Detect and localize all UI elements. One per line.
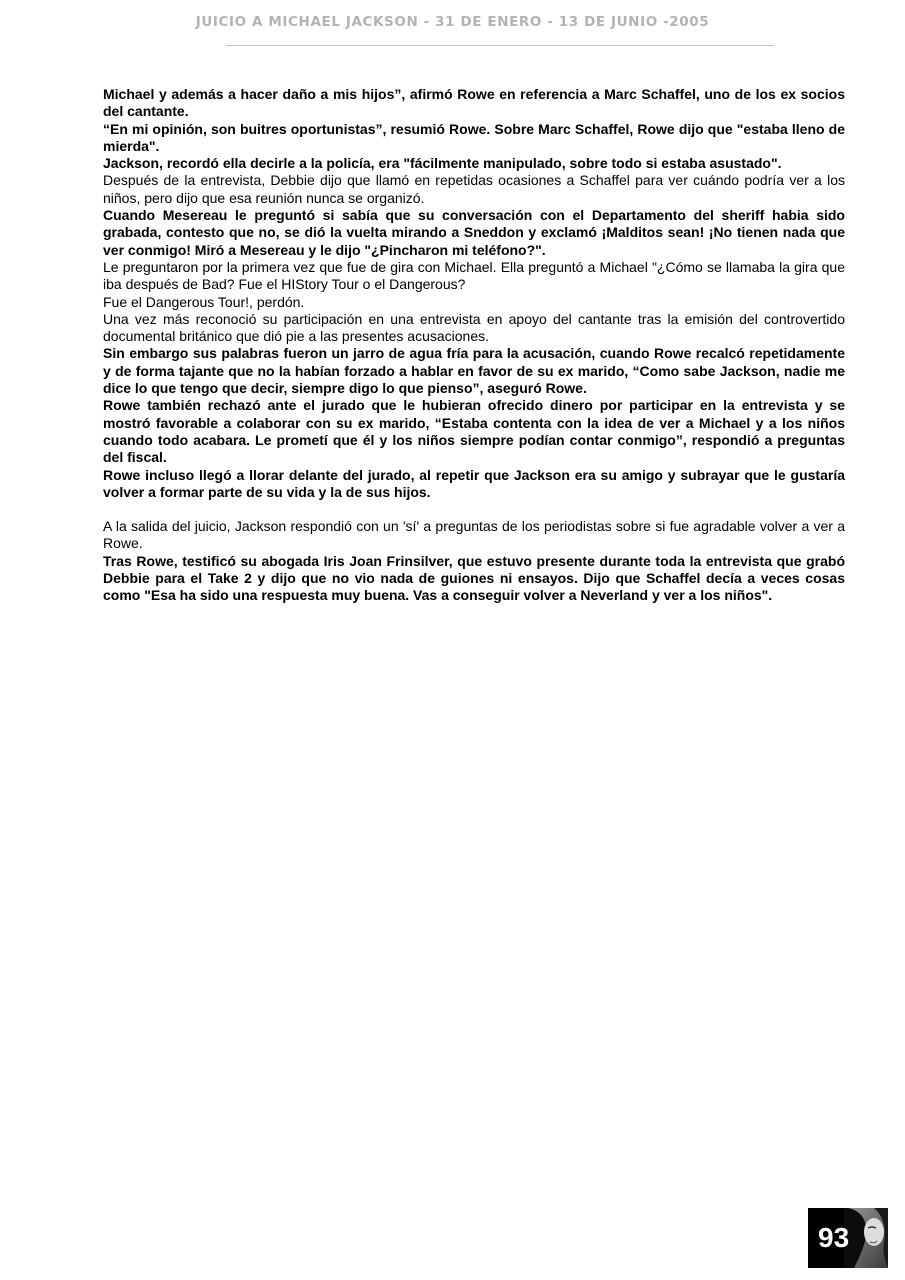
paragraph: Cuando Mesereau le preguntó si sabía que su conversación con el Departamento del sheriff habia sido grabada, contesto que no, se dió la vuelta mirando a Sneddon y exclamó ¡Malditos sean! ¡No tienen nada que ver conmigo! Miró a Mesereau y le dijo "¿Pincharon mi teléfono?". [103, 207, 845, 258]
paragraph: Después de la entrevista, Debbie dijo que llamó en repetidas ocasiones a Schaffel para ver cuándo podría ver a los niños, pero dijo que esa reunión nunca se organizó. [103, 172, 845, 206]
paragraph: Le preguntaron por la primera vez que fue de gira con Michael. Ella preguntó a Michael "¿Cómo se llamaba la gira que iba después de Bad? Fue el HIStory Tour o el Dangerous? [103, 258, 845, 293]
paragraph: “En mi opinión, son buitres oportunistas”, resumió Rowe. Sobre Marc Schaffel, Rowe dijo que "estaba lleno de mierda". [103, 120, 845, 154]
header-divider [226, 45, 774, 46]
paragraph: A la salida del juicio, Jackson respondió con un 'sí' a preguntas de los periodistas sobre si fue agradable volver a ver a Rowe. [103, 518, 845, 552]
paragraph: Michael y además a hacer daño a mis hijos”, afirmó Rowe en referencia a Marc Schaffel, uno de los ex socios del cantante. [103, 86, 845, 120]
paragraph: Fue el Dangerous Tour!, perdón. [103, 293, 305, 310]
article-body [103, 86, 845, 605]
page-number-badge [808, 1208, 888, 1268]
paragraph: Una vez más reconoció su participación en una entrevista en apoyo del cantante tras la emisión del controvertido documental británico que dió pie a las presentes acusaciones. [103, 310, 845, 345]
paragraph: Jackson, recordó ella decirle a la policía, era "fácilmente manipulado, sobre todo si estaba asustado". [103, 155, 782, 172]
paragraph: Rowe también rechazó ante el jurado que le hubieran ofrecido dinero por participar en la entrevista y se mostró favorable a colaborar con su ex marido, “Estaba contenta con la idea de ver a Michael y a los niños cuando todo acabara. Le prometí que él y los niños siempre podían contar conmigo”, respondió a preguntas del fiscal. [103, 397, 845, 466]
paragraph: Tras Rowe, testificó su abogada Iris Joan Frinsilver, que estuvo presente durante toda la entrevista que grabó Debbie para el Take 2 y dijo que no vio nada de guiones ni ensayos. Dijo que Schaffel decía a veces cosas como "Esa ha sido una respuesta muy buena. Vas a conseguir volver a Neverland y ver a los niños". [103, 552, 845, 604]
page-number: 93 [818, 1222, 850, 1253]
running-header: JUICIO A MICHAEL JACKSON - 31 DE ENERO - 13 DE JUNIO -2005 [195, 14, 710, 30]
portrait-image [844, 1208, 888, 1268]
paragraph: Rowe incluso llegó a llorar delante del jurado, al repetir que Jackson era su amigo y subrayar que le gustaría volver a formar parte de su vida y la de sus hijos. [103, 466, 845, 500]
paragraph: Sin embargo sus palabras fueron un jarro de agua fría para la acusación, cuando Rowe recalcó repetidamente y de forma tajante que no la habían forzado a hablar en favor de su ex marido, “Como sabe Jackson, nadie me dice lo que tengo que decir, siempre digo lo que pienso”, aseguró Rowe. [103, 345, 845, 397]
